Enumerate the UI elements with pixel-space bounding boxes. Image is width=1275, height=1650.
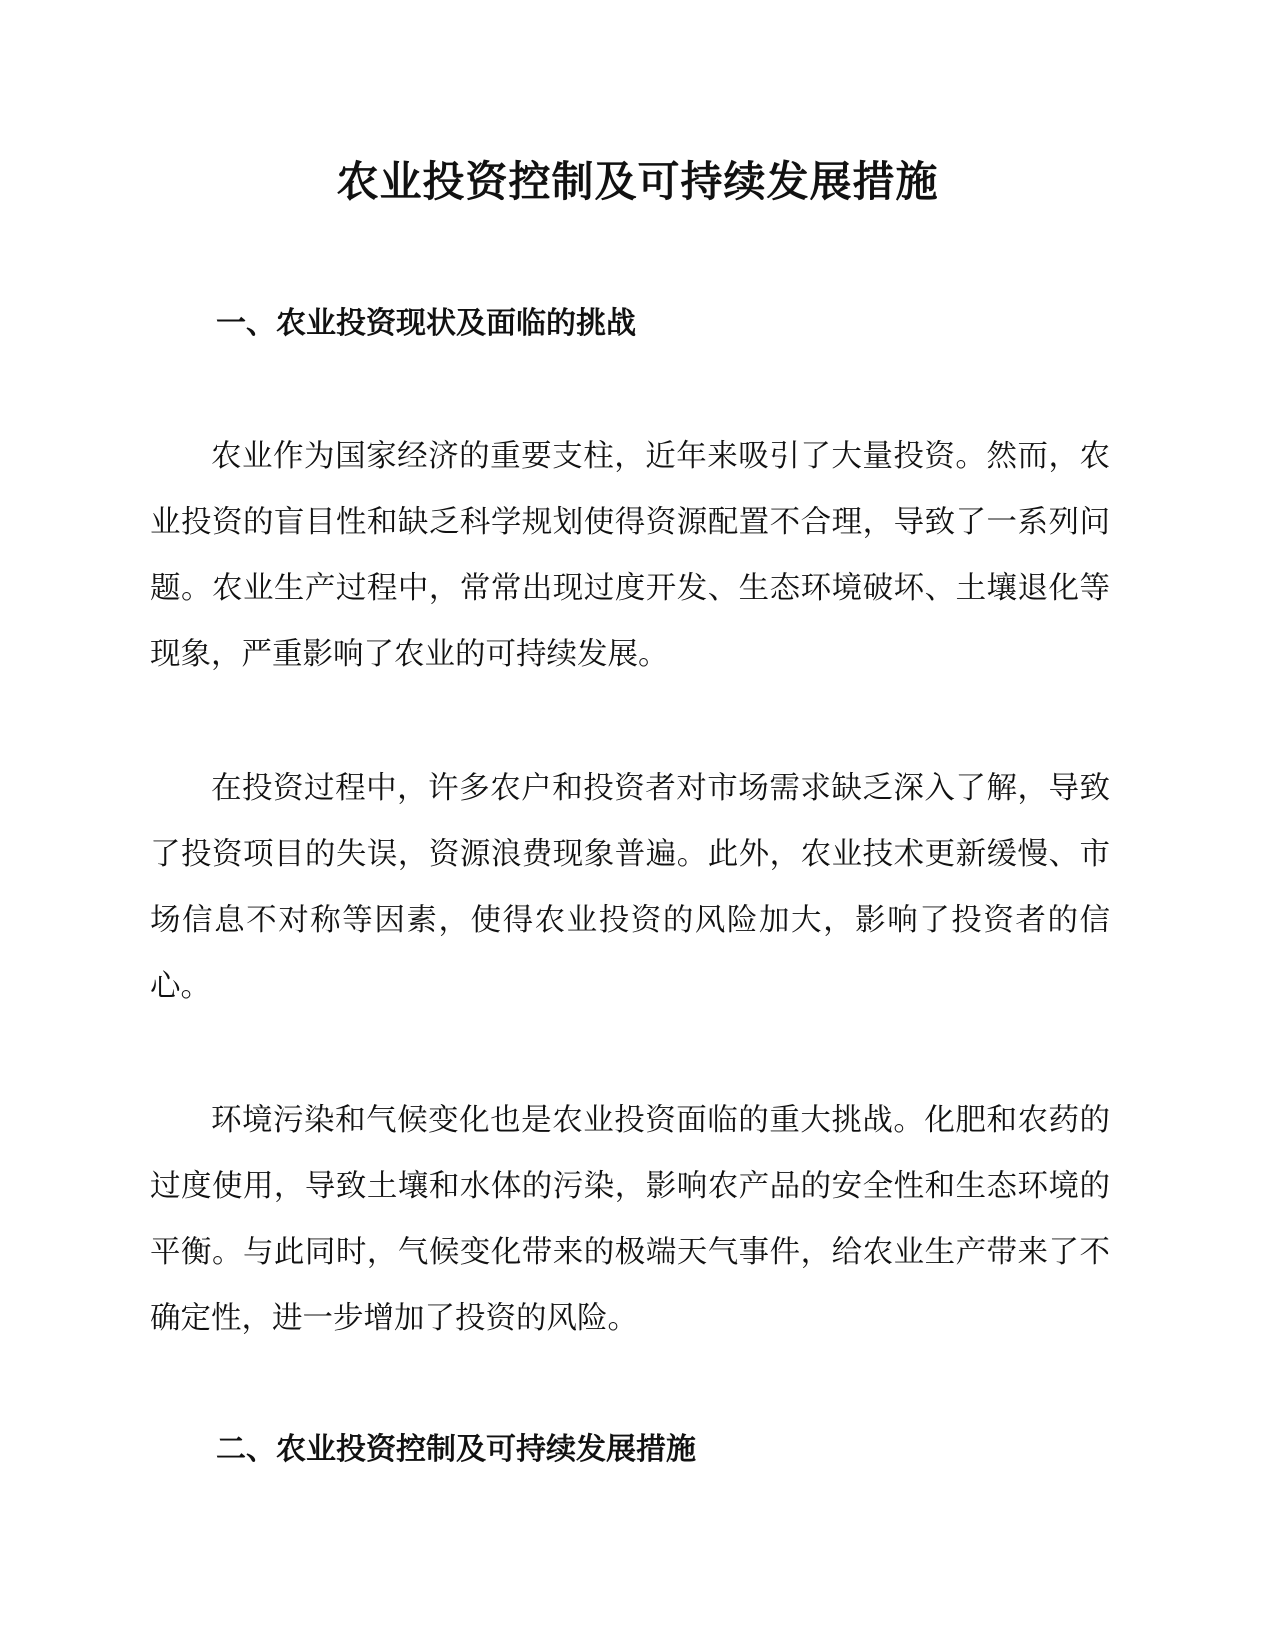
paragraph-2: 在投资过程中，许多农户和投资者对市场需求缺乏深入了解，导致了投资项目的失误，资源浪费现象普遍。此外，农业技术更新缓慢、市场信息不对称等因素，使得农业投资的风险加大，影响了投资者的信心。 xyxy=(150,771,1110,1004)
document-title: 农业投资控制及可持续发展措施 xyxy=(336,157,939,206)
section-heading-2: 二、农业投资控制及可持续发展措施 xyxy=(216,1432,696,1467)
section-heading-1: 一、农业投资现状及面临的挑战 xyxy=(216,306,636,341)
paragraph-1: 农业作为国家经济的重要支柱，近年来吸引了大量投资。然而，农业投资的盲目性和缺乏科学规划使得资源配置不合理，导致了一系列问题。农业生产过程中，常常出现过度开发、生态环境破坏、土壤退化等现象，严重影响了农业的可持续发展。 xyxy=(150,439,1110,672)
paragraph-3: 环境污染和气候变化也是农业投资面临的重大挑战。化肥和农药的过度使用，导致土壤和水体的污染，影响农产品的安全性和生态环境的平衡。与此同时，气候变化带来的极端天气事件，给农业生产带来了不确定性，进一步增加了投资的风险。 xyxy=(150,1103,1110,1336)
